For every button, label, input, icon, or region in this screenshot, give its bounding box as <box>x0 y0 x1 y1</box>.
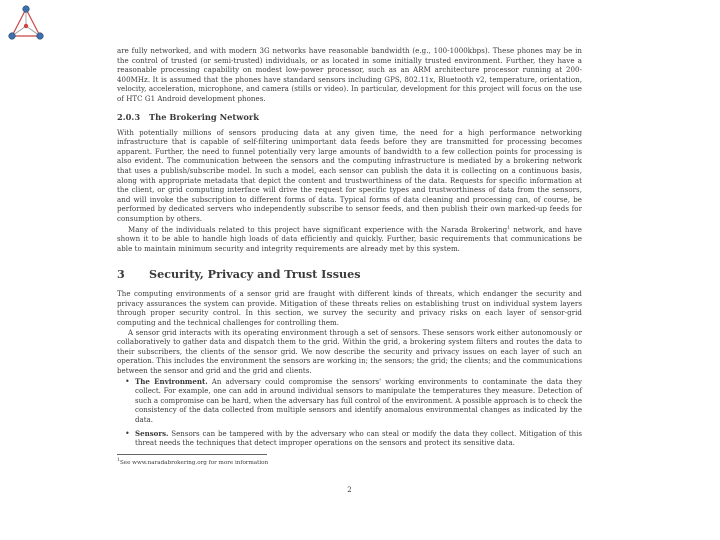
subsection-title: The Brokering Network <box>149 111 260 122</box>
list-item <box>135 429 582 448</box>
section-title: Security, Privacy and Trust Issues <box>149 267 361 282</box>
footnote-mark: 1 <box>117 457 120 463</box>
paragraph-security-1: The computing environments of a sensor grid are fraught with different kinds of threats, which endanger the security and privacy assurances the system can provide. Mitigation of these threats relies on establishing trust on individual system layers through proper security control. In this section, we survey the security and privacy risks on each layer of sensor-grid computing and the technical challenges for controlling them. <box>117 289 582 328</box>
footnote-rule <box>117 454 267 455</box>
threat-list <box>117 377 582 448</box>
paragraph-security-2: A sensor grid interacts with its operating environment through a set of sensors. These sensors work either autonomously or collaboratively to gather data and dispatch them to the grid. Within the grid, a brokering system filters and routes the data to their subscribers, the clients of the sensor grid. We now describe the security and privacy issues on each layer of such an operation. This includes the environment the sensors are working in; the sensors; the grid; the clients; and the communications between the sensor and grid and the grid and clients. <box>117 327 582 376</box>
paragraph-brokering-1: With potentially millions of sensors producing data at any given time, the need for a high performance networking infrastructure that is capable of self-filtering unimportant data feeds before they are transmitted for processing becomes apparent. Further, the need to funnel potentially very large amounts of bandwidth to a few collection points for processing is also evident. The communication between the sensors and the computing infrastructure is mediated by a brokering network that uses a publish/subscribe model. In such a model, each sensor can publish the data it is collecting on a continuous basis, along with appropriate metadata that depict the content and trustworthiness of the data. Requests for specific information at the client, or grid computing interface will drive the request for specific types and trustworthiness of data from the sensors, and will invoke the subscription to different forms of data. Typical forms of data cleaning and processing can, of course, be performed by dedicated servers who independently subscribe to sensor feeds, and then publish their own marked-up feeds for consumption by others. <box>117 127 582 223</box>
footnote-text: See www.naradabrokering.org for more information <box>119 459 269 466</box>
list-item-text: An adversary could compromise the sensors' working environments to contaminate the data they collect. For example, one can add in around individual sensors to manipulate the temperatures they measure. Detection of such a compromise can be hard, when the adversary has full control of the environment. A possible approach is to check the consistency of the data collected from multiple sensors and identify anomalous environmental changes as indicated by the data. <box>135 376 582 424</box>
list-item <box>135 377 582 425</box>
paragraph-phones: are fully networked, and with modern 3G networks have reasonable bandwidth (e.g., 100-1000kbps). These phones may be in the control of trusted (or semi-trusted) individuals, or as located in some initially trusted environment. Further, they have a reasonable processing capability on modest low-power processor, such as an ARM architecture processor running at 200-400MHz. It is assumed that the phones have standard sensors including GPS, 802.11x, Bluetooth v2, temperature, orientation, velocity, acceleration, microphone, and camera (stills or video). In particular, development for this project will focus on the use of HTC G1 Android development phones. <box>117 46 582 103</box>
list-item-text: Sensors can be tampered with by the adversary who can steal or modify the data they collect. Mitigation of this threat needs the techniques that detect improper operations on the sensors and protect its sensitive data. <box>135 428 582 448</box>
paragraph-text: Many of the individuals related to this project have significant experience with the Narada Brokering <box>128 224 508 234</box>
paragraph-text: network, and have shown it to be able to handle high loads of data efficiently and quickly. Further, basic requirements that communications be able to maintain minimum security and integrity requirements are already met by this system. <box>117 224 582 253</box>
subsection-heading <box>117 112 582 122</box>
section-number: 3 <box>117 267 125 282</box>
page-number: 2 <box>347 486 352 494</box>
university-logo-icon <box>6 4 46 42</box>
document-page <box>117 46 582 494</box>
list-item-head: Sensors. <box>135 428 169 438</box>
footnote <box>117 457 582 467</box>
footnote-mark: 1 <box>507 225 511 231</box>
section-heading <box>117 267 582 281</box>
subsection-number: 2.0.3 <box>117 111 141 122</box>
paragraph-brokering-2 <box>117 224 582 254</box>
list-item-head: The Environment. <box>135 376 208 386</box>
